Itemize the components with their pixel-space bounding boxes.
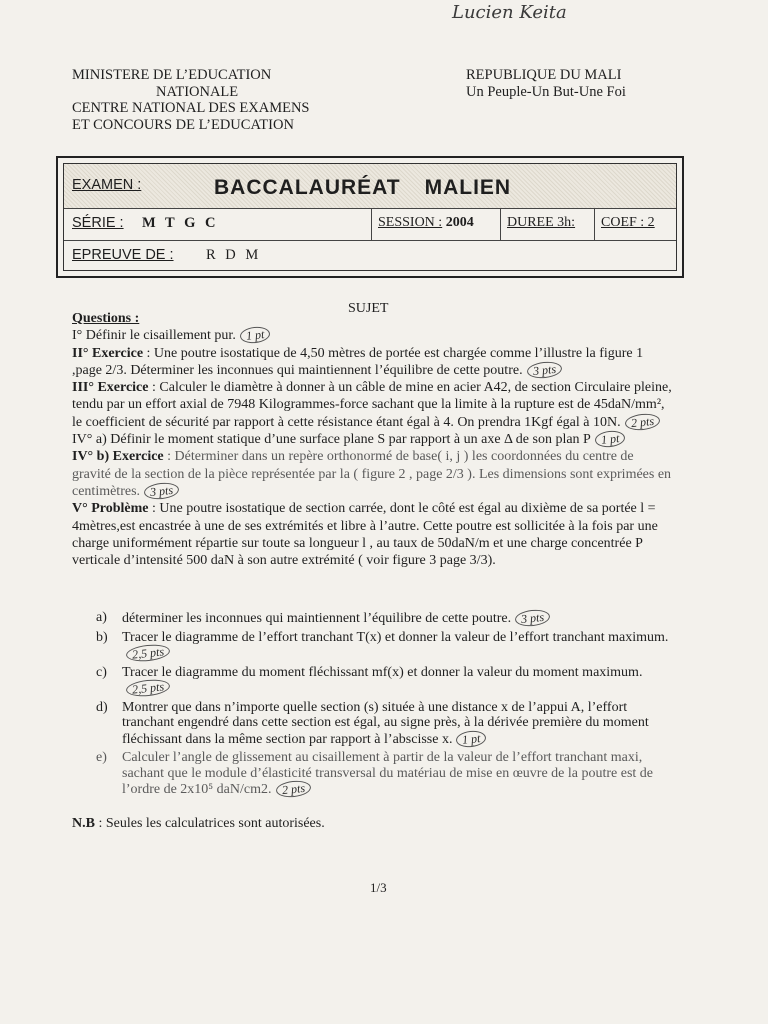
- epreuve-row: [64, 240, 676, 272]
- grade-mark: 1 pt: [594, 430, 626, 449]
- examen-label: EXAMEN :: [72, 177, 142, 193]
- question-5: V° Problème : Une poutre isostatique de section carrée, dont le côté est égal au dixième de sa portée l = 4mètres,est encastrée à une de ses extrémités et libre à l’autre. Cette poutre est sollicitée à la fois par une charge uniformément répartie sur toute sa longueur l , au taux de 50daN/m et une charge concentrée P verticale d’intensité 500 daN à son autre extrémité ( voir figure 3 page 3/3).: [72, 501, 658, 569]
- epreuve-label: EPREUVE DE :: [72, 247, 174, 263]
- footnote: [72, 816, 325, 832]
- ministry-line-2: NATIONALE: [156, 83, 239, 100]
- serie-row: [64, 208, 676, 241]
- session-field: [378, 215, 474, 231]
- problem-subquestions: [96, 610, 676, 801]
- session-label: SESSION :: [378, 215, 443, 230]
- list-item: a) déterminer les inconnues qui maintiennent l’équilibre de cette poutre. 3 pts: [96, 610, 676, 627]
- handwritten-signature: Lucien Keita: [452, 2, 567, 23]
- list-item: b) Tracer le diagramme de l’effort tranchant T(x) et donner la valeur de l’effort tranchant maximum.2,5 pts: [96, 629, 669, 662]
- sujet-heading: SUJET: [348, 301, 389, 316]
- grade-mark: 2 pts: [624, 412, 660, 432]
- question-4b: IV° b) Exercice : Déterminer dans un repère orthonormé de base( i, j ) les coordonnées du centre de gravité de la section de la pièce représentée par la ( figure 2 , page 2/3 ). Les dimensions sont exprimées en centimètres. 3 pts: [72, 449, 672, 500]
- grade-mark: 3 pts: [526, 360, 562, 380]
- grade-mark: 2,5 pts: [125, 678, 170, 699]
- republic-name: REPUBLIQUE DU MALI: [466, 67, 622, 83]
- list-item: e) Calculer l’angle de glissement au cisaillement à partir de la valeur de l’effort tranchant maxi, sachant que le module d’élasticité transversal du matériau de mise en œuvre de la poutre est de l’ordre de 2x10⁵ daN/cm2. 2 pts: [96, 750, 654, 798]
- epreuve-value: R D M: [206, 247, 262, 263]
- grade-mark: 2 pts: [275, 779, 311, 799]
- session-value: 2004: [445, 215, 474, 230]
- exam-title: [214, 176, 511, 200]
- ministry-line-3: CENTRE NATIONAL DES EXAMENS: [72, 100, 310, 116]
- nb-text: : Seules les calculatrices sont autorisées.: [98, 816, 325, 831]
- ministry-line-4: ET CONCOURS DE L’EDUCATION: [72, 116, 294, 133]
- grade-mark: 1 pt: [239, 326, 271, 345]
- list-item: c) Tracer le diagramme du moment fléchissant mf(x) et donner la valeur du moment maximum.2,5 pts: [96, 664, 643, 697]
- grade-mark: 3 pts: [514, 608, 550, 628]
- questions-title: Questions :: [72, 311, 140, 326]
- exam-title-word-1: BACCALAURÉAT: [214, 176, 401, 199]
- question-1: I° Définir le cisaillement pur. 1 pt: [72, 327, 672, 344]
- question-3: III° Exercice : Calculer le diamètre à donner à un câble de mine en acier A42, de section Circulaire pleine, tendu par un effort axial de 7948 Kilogrammes-force sachant que la limite à la rupture est de 45daN/mm², le coefficient de sécurité par rapport à cette résistance étant égal à 4. On prendra 1Kgf égal à 10N. 2 pts: [72, 380, 672, 430]
- grade-mark: 3 pts: [143, 481, 179, 501]
- question-4a: IV° a) Définir le moment statique d’une surface plane S par rapport à un axe Δ de son plan P 1 pt: [72, 431, 672, 448]
- republic-motto: Un Peuple-Un But-Une Foi: [466, 83, 626, 100]
- republic-header: [466, 67, 626, 100]
- question-2: II° Exercice : Une poutre isostatique de 4,50 mètres de portée est chargée comme l’illustre la figure 1 ,page 2/3. Déterminer les inconnues qui maintiennent l’équilibre de cette poutre. 3 pts: [72, 345, 644, 379]
- nb-label: N.B: [72, 816, 95, 831]
- duree-label: DUREE 3h:: [507, 215, 576, 230]
- exam-info-box: [56, 156, 684, 278]
- ministry-header: [72, 67, 310, 133]
- exam-row: [64, 164, 676, 209]
- exam-title-word-2: MALIEN: [424, 176, 512, 199]
- list-item: d) Montrer que dans n’importe quelle section (s) située à une distance x de l’appui A, l’effort tranchant engendré dans cette section est égal, au signe près, à la dérivée première du moment fléchissant dans la même section par rapport à l’abscisse x. 1 pt: [96, 699, 649, 747]
- grade-mark: 1 pt: [456, 729, 488, 748]
- coef-label: COEF : 2: [601, 215, 655, 230]
- grade-mark: 2,5 pts: [125, 643, 170, 664]
- serie-label: SÉRIE :: [72, 215, 124, 231]
- questions-section: [72, 300, 672, 569]
- serie-value: M T G C: [142, 215, 219, 231]
- ministry-line-1: MINISTERE DE L’EDUCATION: [72, 67, 272, 83]
- page-number: 1/3: [370, 880, 387, 895]
